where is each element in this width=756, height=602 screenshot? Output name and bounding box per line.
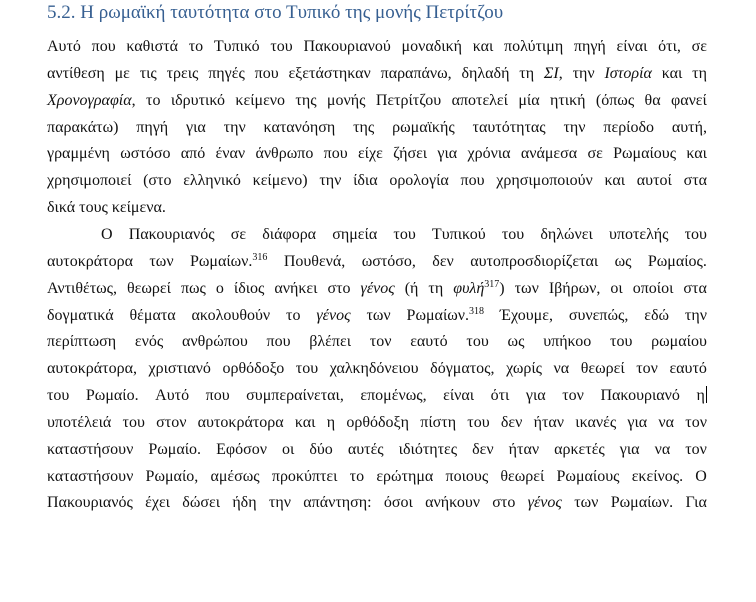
word: Ρωμαίο. xyxy=(148,440,202,458)
word: στο xyxy=(492,494,516,512)
word: αυτοκράτορα, xyxy=(47,360,137,378)
word: πίστη xyxy=(420,413,457,431)
word: και xyxy=(661,64,683,82)
word-with-footnote: φυλή$^{317}$) xyxy=(453,278,505,297)
word: παραπάνω, xyxy=(380,64,452,82)
word: ρωμαίου xyxy=(651,333,707,351)
word: την xyxy=(572,64,595,82)
word: όσοι xyxy=(383,494,413,512)
word: για xyxy=(525,387,546,405)
word: του xyxy=(295,360,319,378)
word: (ή xyxy=(404,279,419,297)
word: ικανές xyxy=(575,413,617,431)
word-with-footnote: Ρωμαίων.$^{316}$ xyxy=(189,251,268,270)
word: ΣΙ, xyxy=(543,64,563,82)
word: πηγή xyxy=(573,38,606,55)
text-line xyxy=(47,302,707,329)
word: χρησιμοποιεί xyxy=(47,172,132,190)
word: την xyxy=(684,306,707,324)
word: των xyxy=(366,306,391,324)
word: σε xyxy=(691,38,707,55)
word: πηγή xyxy=(136,118,169,136)
word: του xyxy=(501,225,525,243)
word: περίοδο xyxy=(603,118,655,136)
word: ήταν xyxy=(508,440,540,458)
word: αυτοκράτορα xyxy=(47,252,133,270)
word: δικά xyxy=(47,199,76,217)
word: Ρωμαίος. xyxy=(647,252,707,270)
word: που xyxy=(205,387,230,405)
word: το xyxy=(188,38,204,55)
word: Πετρίτζου xyxy=(375,91,442,109)
word: γραμμένη xyxy=(47,145,110,163)
word: ότι xyxy=(490,387,510,405)
footnote-ref-318[interactable]: 318 xyxy=(469,305,485,317)
word: περίπτωση xyxy=(47,333,117,351)
word: στο xyxy=(327,279,351,297)
word: δηλώνει xyxy=(540,225,593,243)
word: θεωρεί xyxy=(500,467,545,485)
word: ανήκει xyxy=(274,279,318,297)
word: συνεπώς, xyxy=(568,306,629,324)
word: του xyxy=(610,333,633,351)
word: του xyxy=(684,225,707,243)
word: σημεία xyxy=(332,225,378,243)
word: Ρωμαίους xyxy=(613,145,677,163)
word: (στο xyxy=(143,172,172,190)
word: καταστήσουν xyxy=(47,467,134,485)
word: πολύτιμη xyxy=(504,38,564,55)
word: ορθόδοξη xyxy=(346,413,410,431)
text-line xyxy=(47,87,707,114)
text-line xyxy=(47,140,707,167)
text-line xyxy=(47,248,707,275)
word: τον xyxy=(369,333,392,351)
word: οι xyxy=(610,279,623,297)
word: θεωρεί xyxy=(580,360,625,378)
word: Αυτό xyxy=(47,38,81,55)
text-line xyxy=(47,463,707,490)
footnote-ref-316[interactable]: 316 xyxy=(252,251,268,263)
word: δογματικά xyxy=(47,306,114,324)
word: και xyxy=(604,172,626,190)
word: των xyxy=(149,252,174,270)
word: κείμενα. xyxy=(111,199,166,217)
word: ζήσει xyxy=(393,145,428,163)
word: ητική xyxy=(549,91,586,109)
word: κατανόηση xyxy=(263,118,336,136)
word: δηλαδή xyxy=(461,64,510,82)
word: ταυτότητας xyxy=(472,118,546,136)
word: Για xyxy=(685,494,707,512)
word: (όπως xyxy=(595,91,635,109)
text-cursor xyxy=(706,386,707,403)
word: του xyxy=(122,413,145,431)
word: βλέπει xyxy=(309,333,351,351)
word: ως xyxy=(614,252,632,270)
word: δεν xyxy=(432,252,454,270)
word: καταστήσουν xyxy=(47,440,134,458)
word: η xyxy=(326,413,336,431)
text-line xyxy=(47,382,707,409)
word: του xyxy=(270,38,293,55)
word: δόγματος, xyxy=(430,360,495,378)
word: του xyxy=(466,333,489,351)
word: ανήκουν xyxy=(425,494,480,512)
text-line xyxy=(47,409,707,436)
word: χριστιανό xyxy=(148,360,211,378)
word: με xyxy=(114,64,130,82)
word: των xyxy=(574,494,599,512)
word: ορθόδοξο xyxy=(222,360,285,378)
word: ρωμαϊκής xyxy=(392,118,455,136)
word: μία xyxy=(518,91,540,109)
word: ανάμεσα xyxy=(520,145,578,163)
word: ιδρυτικό xyxy=(170,91,226,109)
word: ίδια xyxy=(353,172,378,190)
word: διάφορα xyxy=(262,225,317,243)
word: Τυπικού xyxy=(431,225,486,243)
word: τον xyxy=(562,387,584,405)
word: δεν xyxy=(472,440,494,458)
word: Ρωμαίους xyxy=(556,467,620,485)
word: εξετάστηκαν xyxy=(288,64,371,82)
word: χαλκηδόνειου xyxy=(329,360,419,378)
word: ερώτημα xyxy=(376,467,434,485)
word: στα xyxy=(683,172,707,190)
text-line xyxy=(47,167,707,194)
text-line xyxy=(47,489,707,516)
text-line xyxy=(47,328,707,355)
word: Αυτό xyxy=(155,387,190,405)
word: ακολουθούν xyxy=(191,306,271,324)
word: Ρωμαίο. xyxy=(85,387,139,405)
word: το xyxy=(146,91,161,109)
word: αρκετές xyxy=(554,440,605,458)
word: την xyxy=(563,118,586,136)
text-line xyxy=(47,194,707,221)
word: εαυτό xyxy=(669,360,707,378)
word: εδώ xyxy=(644,306,670,324)
word: ότι, xyxy=(658,38,681,55)
word: έχει xyxy=(145,494,170,512)
word: παρακάτω) xyxy=(47,118,119,136)
word: Ιστορία xyxy=(604,64,652,82)
word: οι xyxy=(282,440,295,458)
word: του xyxy=(47,387,70,405)
word: ιδιότητες xyxy=(398,440,458,458)
word: των xyxy=(514,279,539,297)
word: συμπεραίνεται, xyxy=(246,387,344,405)
word: που xyxy=(266,333,291,351)
word: Πουθενά, xyxy=(283,252,346,270)
word: που xyxy=(91,38,116,55)
word: ως xyxy=(507,333,525,351)
word: τη xyxy=(692,64,707,82)
word: αυτή, xyxy=(671,118,707,136)
word: ποιους xyxy=(445,467,489,485)
word: ορολογία xyxy=(389,172,449,190)
word: Πακουριανό xyxy=(600,387,680,405)
word: υποτελής xyxy=(608,225,669,243)
word: τη xyxy=(519,64,535,82)
word: αυτοκράτορα xyxy=(197,413,284,431)
word: Έχουμε, xyxy=(499,306,553,324)
word: να xyxy=(654,440,671,458)
text-line xyxy=(47,114,707,141)
word: Χρονογραφία, xyxy=(47,91,136,109)
word: να xyxy=(553,360,570,378)
word: ήδη xyxy=(232,494,257,512)
word: άνθρωπο xyxy=(255,145,314,163)
word: για xyxy=(619,440,640,458)
word: και xyxy=(294,413,316,431)
word: χωρίς xyxy=(506,360,542,378)
word: και xyxy=(472,38,494,55)
word: ελληνικό xyxy=(183,172,241,190)
word: το xyxy=(286,306,301,324)
text-line xyxy=(47,33,707,60)
word: χρόνια xyxy=(467,145,511,163)
word: απάντηση: xyxy=(303,494,372,512)
word: τον xyxy=(685,413,707,431)
word: τη xyxy=(428,279,444,297)
word: την xyxy=(223,118,246,136)
word: αυτοί xyxy=(636,172,672,190)
word: πως xyxy=(180,279,206,297)
word: θεωρεί xyxy=(127,279,171,297)
word: Ρωμαίων. xyxy=(610,494,674,512)
word: τους xyxy=(79,199,108,217)
word: της xyxy=(353,118,375,136)
word: αποτελεί xyxy=(451,91,508,109)
word: ωστόσο, xyxy=(361,252,416,270)
text-line xyxy=(47,436,707,463)
word: της xyxy=(295,91,317,109)
word: κείμενο xyxy=(235,91,286,109)
word: ενός xyxy=(134,333,164,351)
text-line xyxy=(47,60,707,87)
word: τις xyxy=(139,64,157,82)
word: ίδιος xyxy=(233,279,265,297)
word: σε xyxy=(230,225,247,243)
word: για xyxy=(186,118,206,136)
word: φανεί xyxy=(670,91,707,109)
word: οποίοι xyxy=(632,279,674,297)
word: δώσει xyxy=(182,494,220,512)
word: πηγές xyxy=(208,64,245,82)
word: χρησιμοποιούν xyxy=(496,172,593,190)
word: σε xyxy=(587,145,603,163)
word: γένος xyxy=(527,494,562,512)
word: του xyxy=(393,225,416,243)
word: στα xyxy=(683,279,707,297)
word: εκείνος. xyxy=(631,467,684,485)
word: είχε xyxy=(357,145,383,163)
word: στον xyxy=(156,413,187,431)
word: Ο xyxy=(101,225,113,243)
word: εαυτό xyxy=(410,333,448,351)
word: για xyxy=(627,413,648,431)
word: είναι xyxy=(616,38,648,55)
word: Ρωμαίο, xyxy=(145,467,199,485)
word: αντίθεση xyxy=(47,64,105,82)
text-line xyxy=(101,221,707,248)
word: τρεις xyxy=(166,64,199,82)
word: για xyxy=(437,145,458,163)
word: τον xyxy=(685,440,707,458)
word: και xyxy=(686,145,707,163)
word: ανθρώπου xyxy=(181,333,248,351)
word: αμέσως xyxy=(210,467,260,485)
word: την xyxy=(268,494,291,512)
word: του xyxy=(467,413,490,431)
word: αυτοπροσδιορίζεται xyxy=(470,252,599,270)
word: Πακουριανού xyxy=(303,38,391,55)
word: Ιβήρων, xyxy=(548,279,601,297)
word: την xyxy=(319,172,342,190)
word: που xyxy=(254,64,279,82)
word: Πακουριανός xyxy=(47,494,133,512)
word: δεν xyxy=(500,413,523,431)
word: που xyxy=(323,145,348,163)
section-heading: 5.2. Η ρωμαϊκή ταυτότητα στο Τυπικό της μονής Πετρίτζου xyxy=(47,2,504,23)
word: είναι xyxy=(443,387,475,405)
word: Εφόσον xyxy=(216,440,267,458)
word: ήταν xyxy=(533,413,565,431)
word: προκύπτει xyxy=(271,467,338,485)
word: μοναδική xyxy=(401,38,463,55)
word: ο xyxy=(215,279,224,297)
word: γένος xyxy=(360,279,395,297)
word: επομένως, xyxy=(360,387,427,405)
word: κείμενο) xyxy=(252,172,308,190)
word: καθιστά xyxy=(126,38,179,55)
word: θέματα xyxy=(129,306,176,324)
word: γένος xyxy=(316,306,351,324)
word: αυτές xyxy=(347,440,384,458)
word: Ο xyxy=(695,467,707,485)
word: που xyxy=(460,172,485,190)
word: να xyxy=(658,413,675,431)
word: η xyxy=(696,387,705,405)
word-with-footnote: Ρωμαίων.$^{318}$ xyxy=(406,305,485,324)
word: από xyxy=(180,145,206,163)
word: δύο xyxy=(309,440,333,458)
word: μονής xyxy=(326,91,366,109)
word: Πακουριανός xyxy=(128,225,215,243)
text-line xyxy=(47,275,707,302)
word: Αντιθέτως, xyxy=(47,279,118,297)
word: τον xyxy=(636,360,658,378)
word: έναν xyxy=(215,145,246,163)
word: υποτέλειά xyxy=(47,413,112,431)
text-line xyxy=(47,355,707,382)
word: θα xyxy=(644,91,661,109)
word: ωστόσο xyxy=(120,145,171,163)
word: υπήκοο xyxy=(543,333,592,351)
word: το xyxy=(349,467,365,485)
word: Τυπικό xyxy=(213,38,260,55)
footnote-ref-317[interactable]: 317 xyxy=(484,278,500,290)
